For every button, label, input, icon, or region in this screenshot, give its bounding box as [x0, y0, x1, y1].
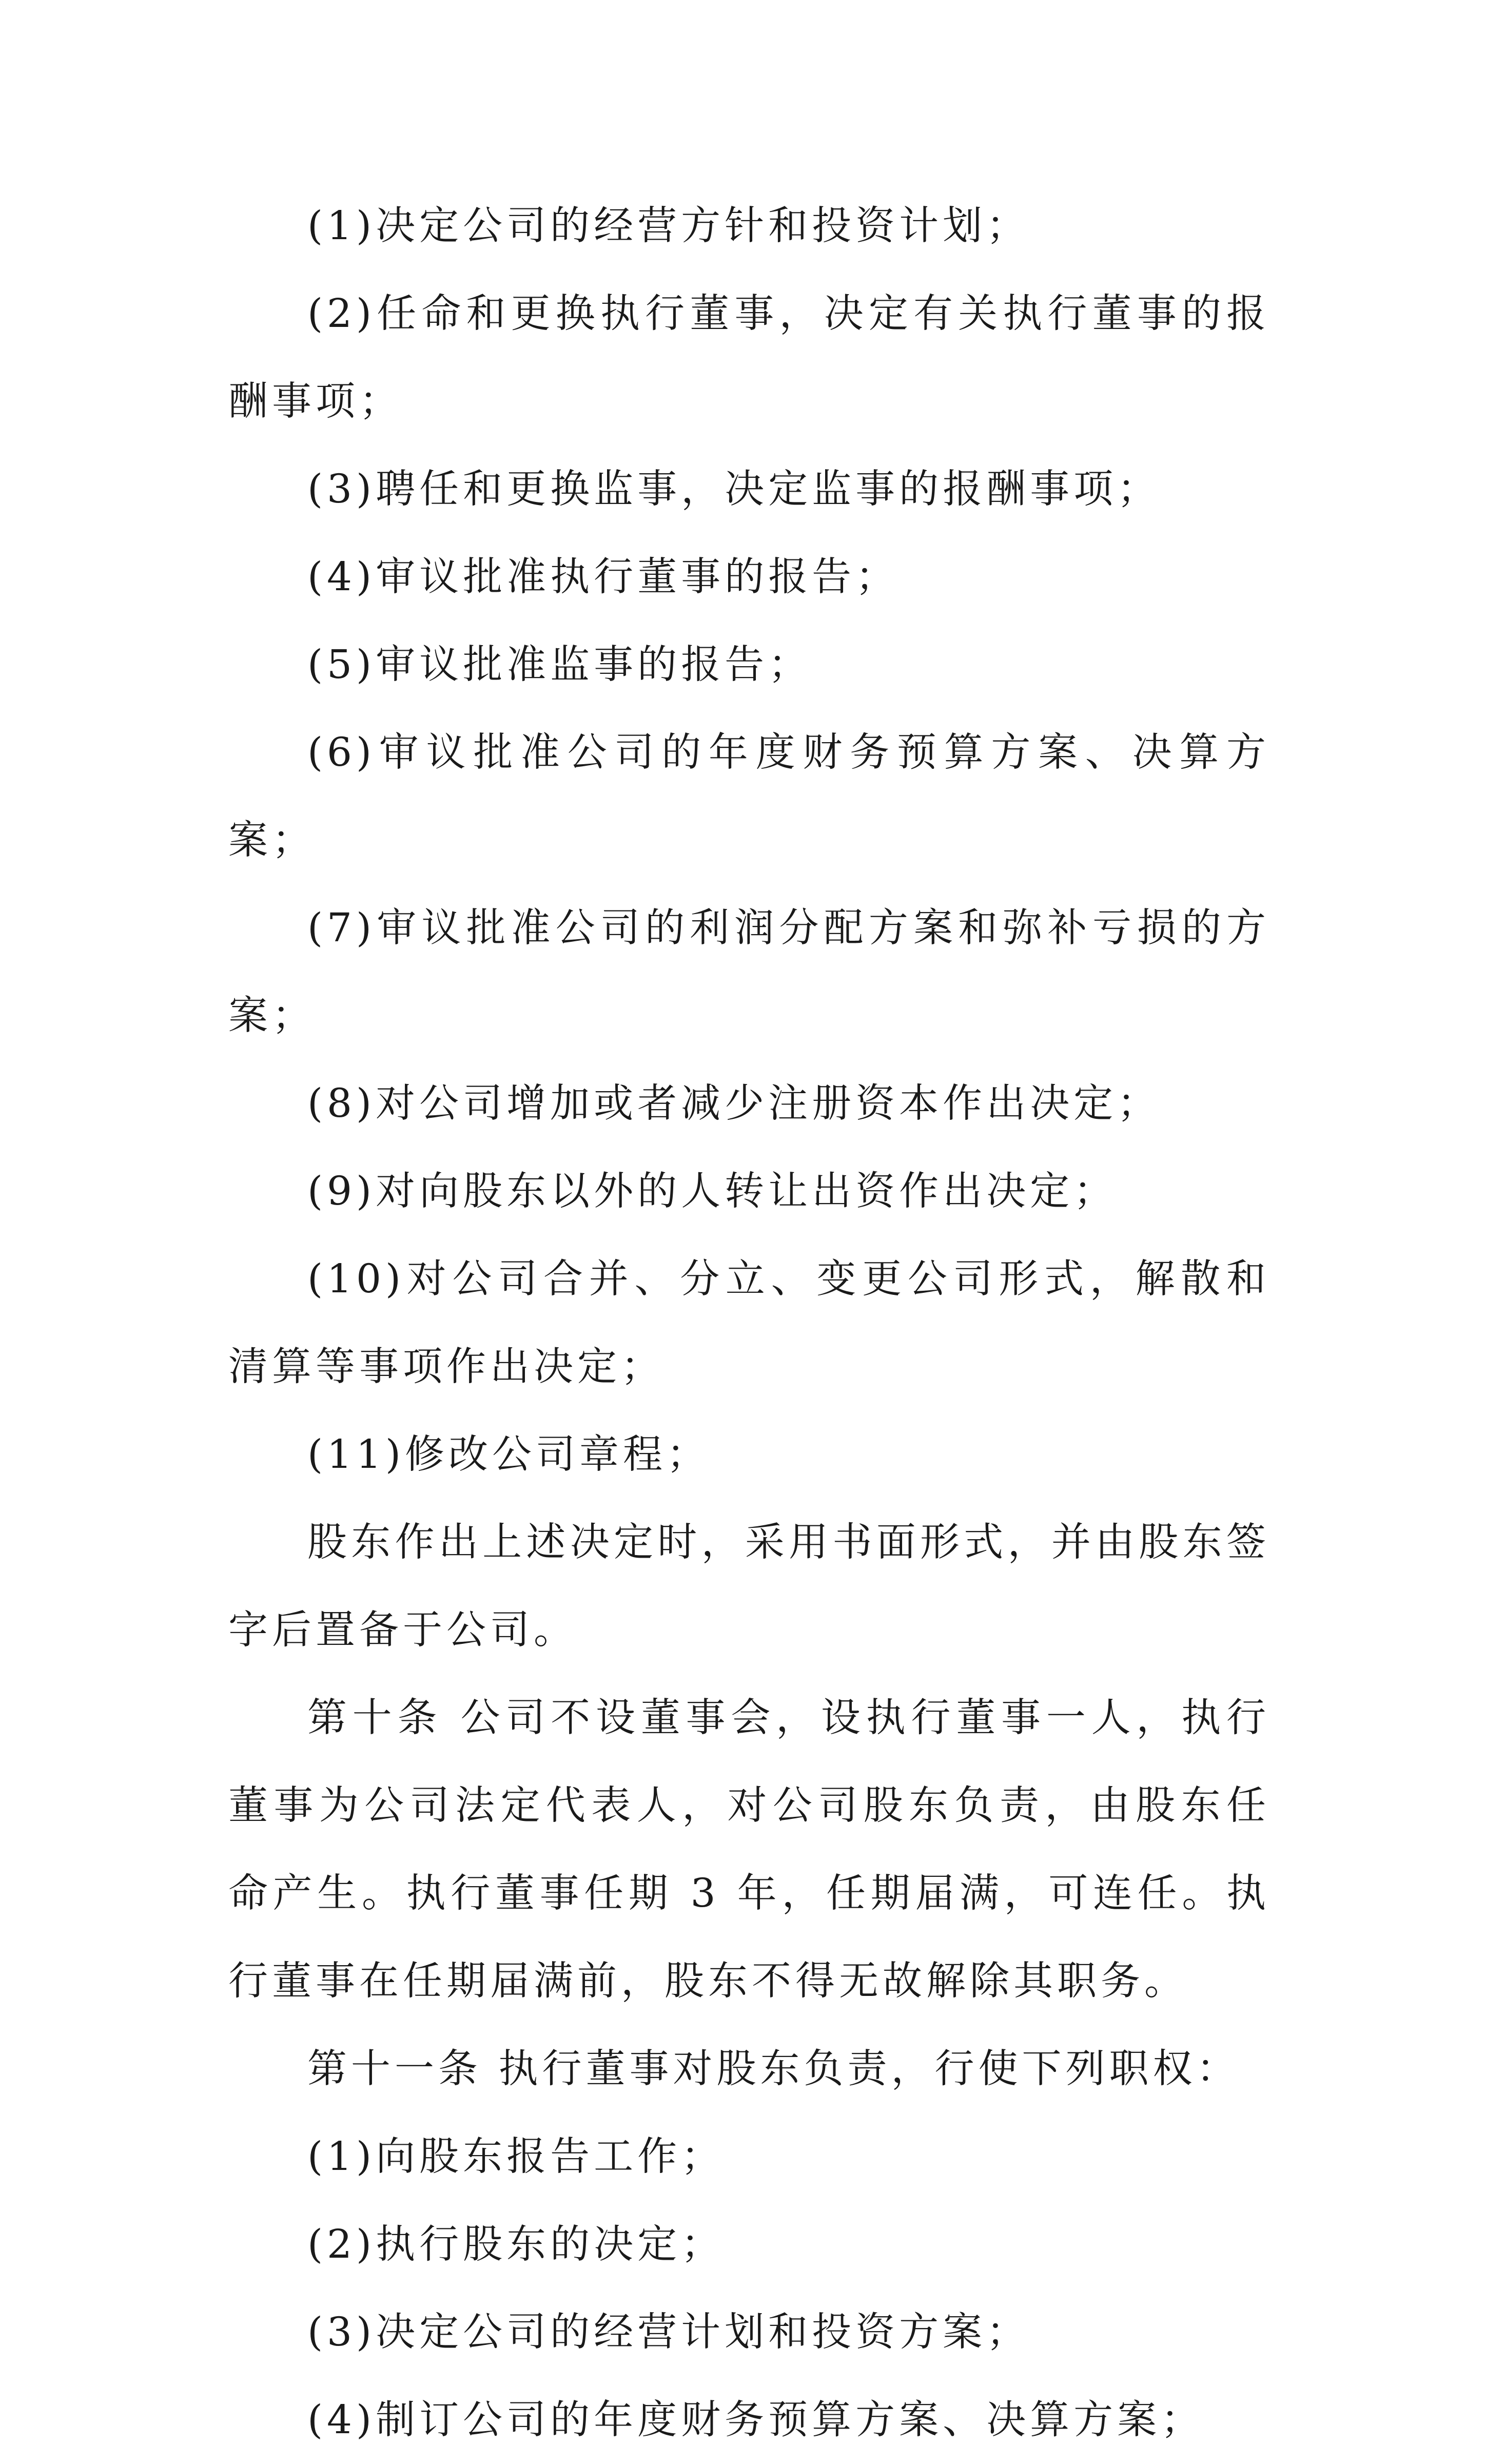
- clause-item-4-review-director-report: (4)审议批准执行董事的报告；: [307, 554, 900, 600]
- director-duty-item-2: (2)执行股东的决定；: [307, 2222, 725, 2267]
- shareholder-decision-paragraph: 股东作出上述决定时，采用书面形式，并由股东签字后置备于公司。: [228, 1520, 1270, 1653]
- clause-item-7-approve-profit-distribution: (7)审议批准公司的利润分配方案和弥补亏损的方案；: [228, 905, 1270, 1039]
- clause-item-8-registered-capital: (8)对公司增加或者减少注册资本作出决定；: [307, 1081, 1161, 1127]
- director-duty-item-1: (1)向股东报告工作；: [307, 2134, 725, 2180]
- article-11-heading-paragraph: 第十一条 执行董事对股东负责，行使下列职权：: [307, 2046, 1240, 2092]
- document-body: [228, 182, 1270, 2464]
- clause-item-2-appoint-executive-director: (2)任命和更换执行董事，决定有关执行董事的报酬事项；: [228, 291, 1270, 424]
- clause-item-5-review-supervisor-report: (5)审议批准监事的报告；: [307, 642, 812, 688]
- clause-item-3-appoint-supervisor: (3)聘任和更换监事，决定监事的报酬事项；: [307, 467, 1161, 512]
- clause-item-10-merger-dissolution: (10)对公司合并、分立、变更公司形式，解散和清算等事项作出决定；: [228, 1256, 1270, 1390]
- director-duty-item-4: (4)制订公司的年度财务预算方案、决算方案；: [307, 2397, 1205, 2443]
- clause-item-9-capital-transfer: (9)对向股东以外的人转让出资作出决定；: [307, 1169, 1118, 1214]
- director-duty-item-3: (3)决定公司的经营计划和投资方案；: [307, 2310, 1030, 2355]
- clause-item-1-business-policy: (1)决定公司的经营方针和投资计划；: [307, 203, 1030, 249]
- article-10-paragraph: 第十条 公司不设董事会，设执行董事一人，执行董事为公司法定代表人，对公司股东负责，由股东任命产生。执行董事任期 3 年，任期届满，可连任。执行董事在任期届满前，股东不得无故解除其职务。: [228, 1695, 1270, 2004]
- clause-item-11-amend-articles: (11)修改公司章程；: [307, 1432, 711, 1478]
- clause-item-6-approve-budget: (6)审议批准公司的年度财务预算方案、决算方案；: [228, 730, 1270, 863]
